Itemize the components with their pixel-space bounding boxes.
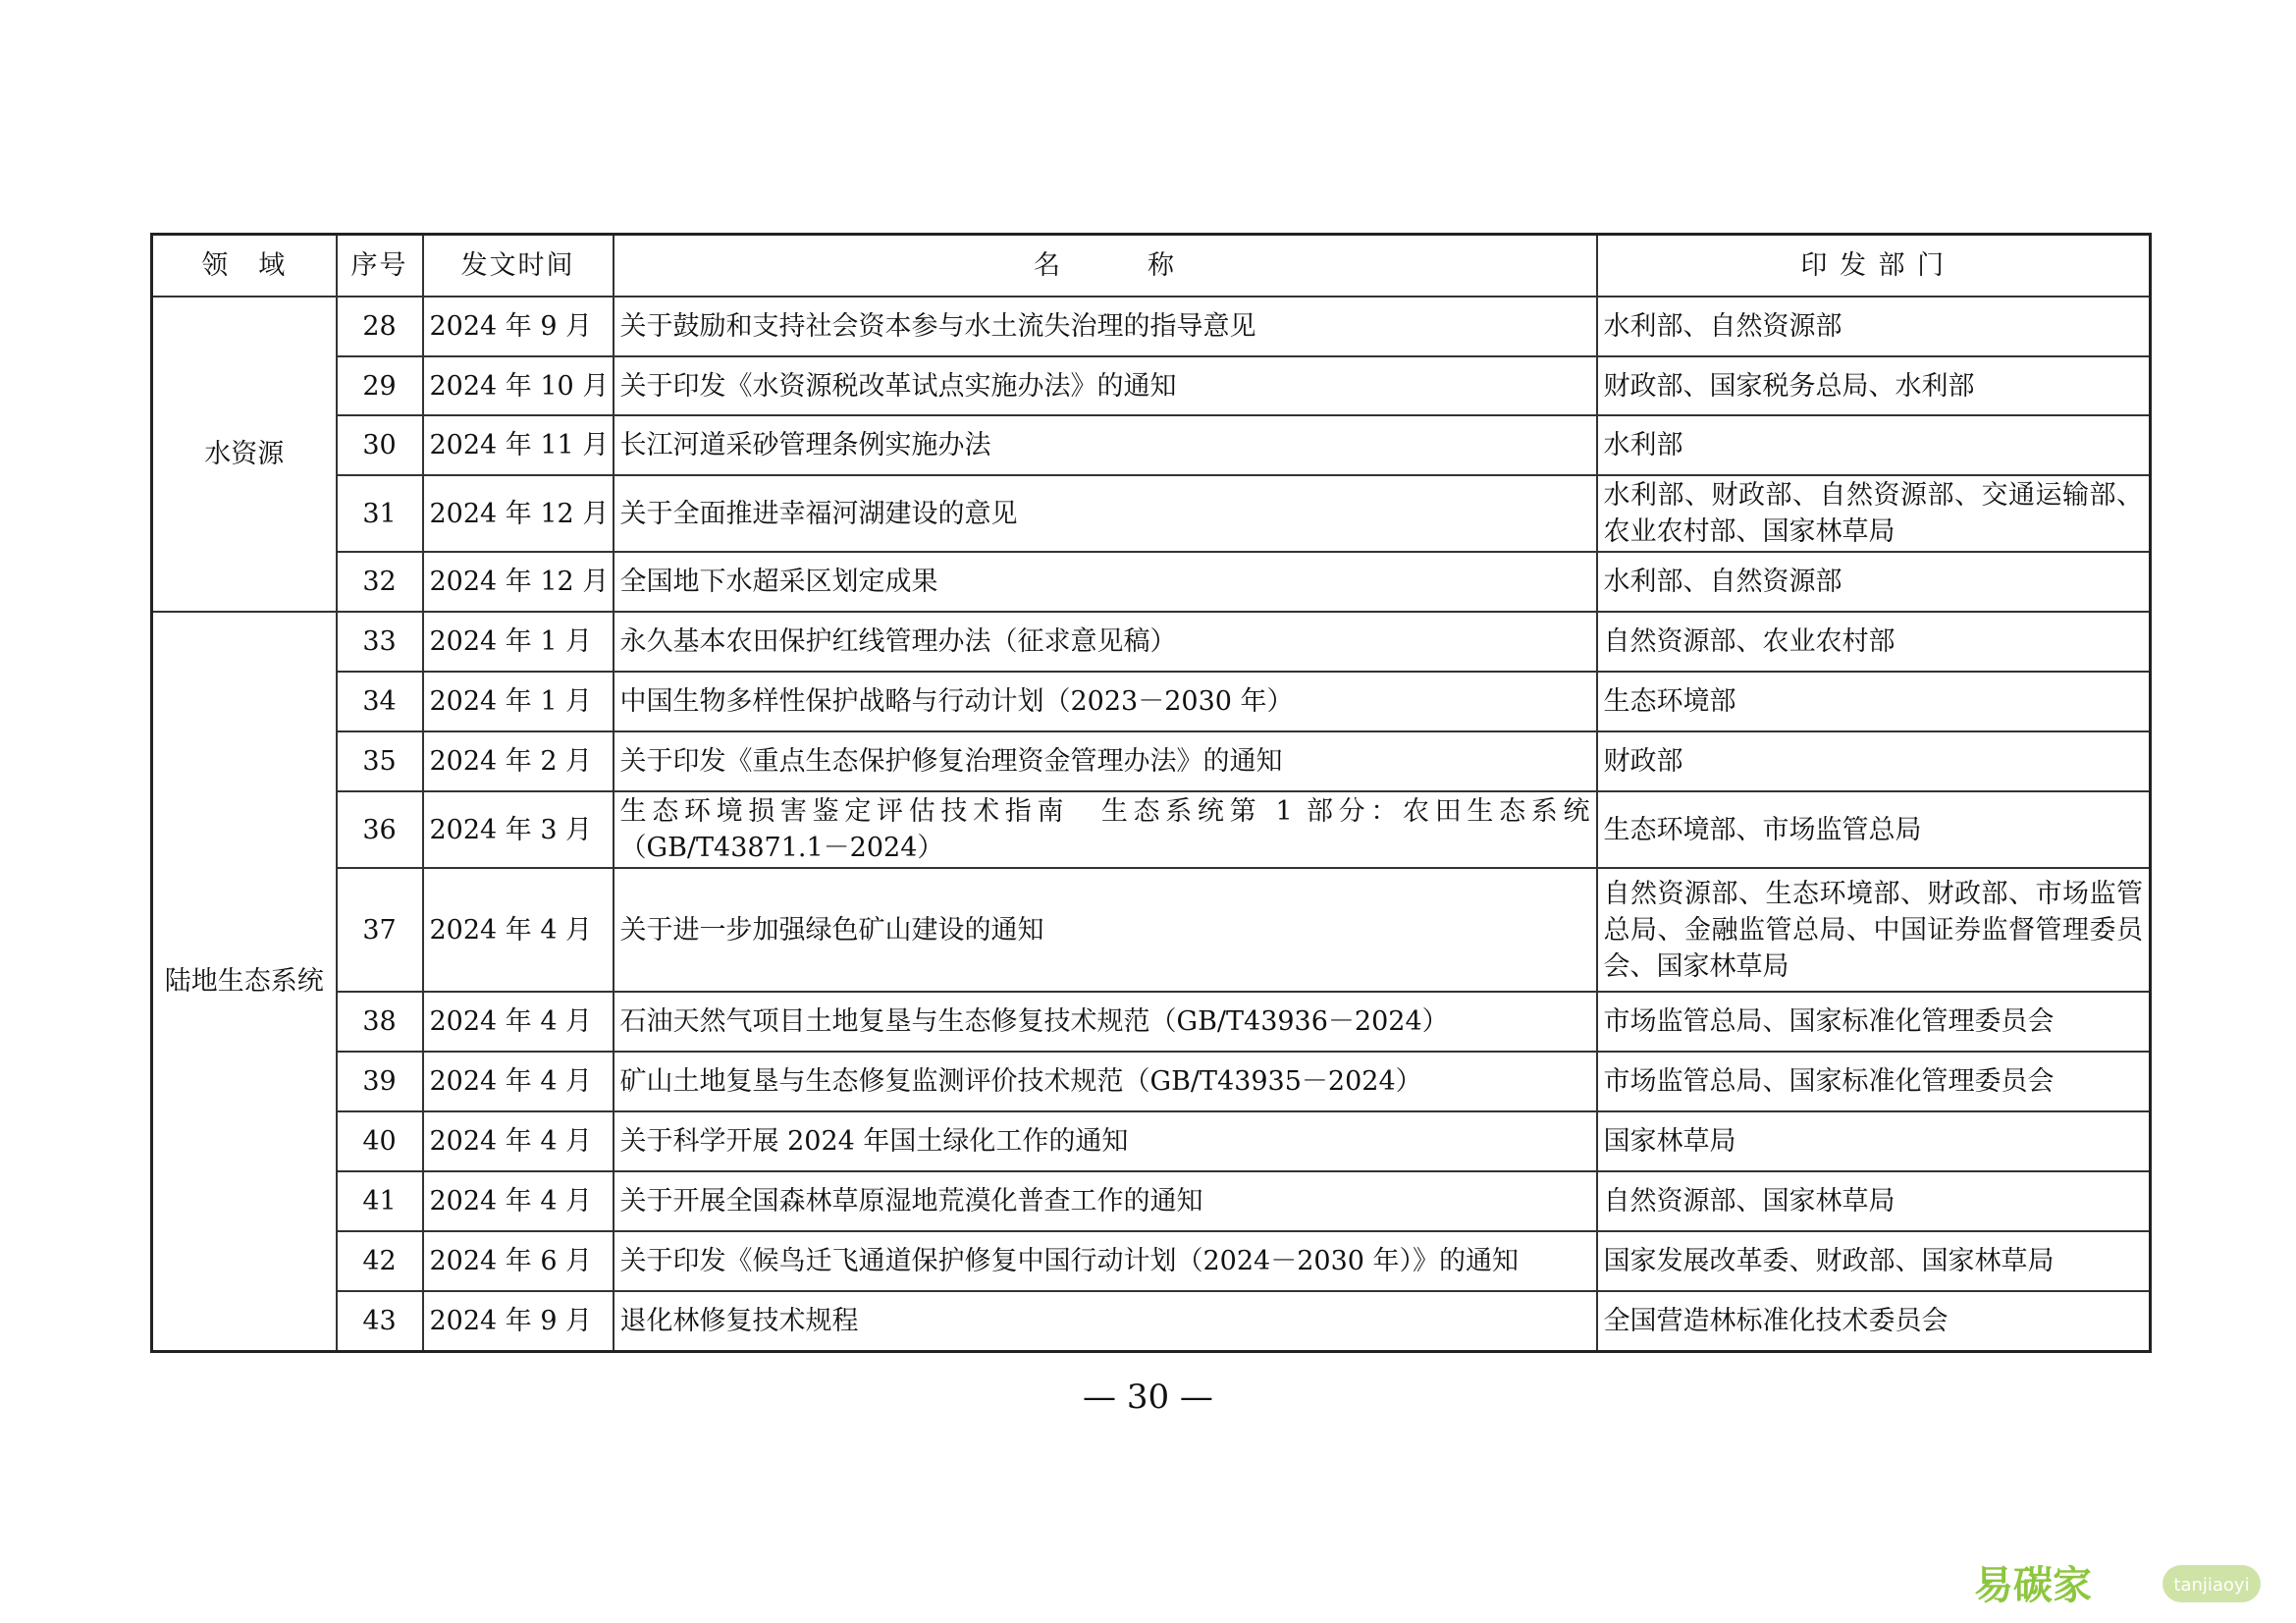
table-row — [152, 992, 2151, 1052]
name-cell: 全国地下水超采区划定成果 — [614, 552, 1597, 612]
name-cell: 关于印发《水资源税改革试点实施办法》的通知 — [614, 356, 1597, 415]
header-seq: 序号 — [337, 235, 423, 298]
seq-cell: 35 — [337, 731, 423, 791]
table-row — [152, 1231, 2151, 1291]
seq-cell: 28 — [337, 297, 423, 356]
name-cell: 关于全面推进幸福河湖建设的意见 — [614, 475, 1597, 552]
dept-cell: 财政部 — [1597, 731, 2151, 791]
table-row — [152, 731, 2151, 791]
svg-text:易碳家: 易碳家 — [1974, 1563, 2092, 1608]
table-row — [152, 1171, 2151, 1231]
date-cell: 2024 年 3 月 — [423, 791, 614, 868]
dept-cell: 水利部、自然资源部 — [1597, 297, 2151, 356]
table-row — [152, 475, 2151, 552]
dept-cell: 市场监管总局、国家标准化管理委员会 — [1597, 992, 2151, 1052]
name-cell: 退化林修复技术规程 — [614, 1291, 1597, 1351]
name-cell: 中国生物多样性保护战略与行动计划（2023－2030 年） — [614, 672, 1597, 731]
name-cell: 矿山土地复垦与生态修复监测评价技术规范（GB/T43935－2024） — [614, 1052, 1597, 1111]
header-date: 发文时间 — [423, 235, 614, 298]
date-cell: 2024 年 4 月 — [423, 868, 614, 992]
seq-cell: 42 — [337, 1231, 423, 1291]
date-cell: 2024 年 1 月 — [423, 612, 614, 672]
dept-cell: 国家发展改革委、财政部、国家林草局 — [1597, 1231, 2151, 1291]
svg-text:tanjiaoyi: tanjiaoyi — [2173, 1575, 2250, 1596]
seq-cell: 33 — [337, 612, 423, 672]
domain-cell: 陆地生态系统 — [152, 612, 337, 1351]
dept-cell: 水利部、自然资源部 — [1597, 552, 2151, 612]
dept-cell: 自然资源部、生态环境部、财政部、市场监管总局、金融监管总局、中国证券监督管理委员会、国家林草局 — [1597, 868, 2151, 992]
page-number: — 30 — — [1083, 1378, 1213, 1417]
seq-cell: 38 — [337, 992, 423, 1052]
name-cell: 永久基本农田保护红线管理办法（征求意见稿） — [614, 612, 1597, 672]
dept-cell: 水利部、财政部、自然资源部、交通运输部、农业农村部、国家林草局 — [1597, 475, 2151, 552]
seq-cell: 31 — [337, 475, 423, 552]
table-row — [152, 297, 2151, 356]
date-cell: 2024 年 9 月 — [423, 1291, 614, 1351]
name-cell: 长江河道采砂管理条例实施办法 — [614, 415, 1597, 475]
date-cell: 2024 年 12 月 — [423, 552, 614, 612]
header-name: 名 称 — [614, 235, 1597, 298]
name-cell: 关于科学开展 2024 年国土绿化工作的通知 — [614, 1111, 1597, 1171]
seq-cell: 41 — [337, 1171, 423, 1231]
table-row — [152, 415, 2151, 475]
seq-cell: 29 — [337, 356, 423, 415]
date-cell: 2024 年 1 月 — [423, 672, 614, 731]
date-cell: 2024 年 11 月 — [423, 415, 614, 475]
date-cell: 2024 年 12 月 — [423, 475, 614, 552]
date-cell: 2024 年 10 月 — [423, 356, 614, 415]
date-cell: 2024 年 4 月 — [423, 1111, 614, 1171]
date-cell: 2024 年 4 月 — [423, 1171, 614, 1231]
seq-cell: 40 — [337, 1111, 423, 1171]
seq-cell: 36 — [337, 791, 423, 868]
date-cell: 2024 年 4 月 — [423, 992, 614, 1052]
seq-cell: 34 — [337, 672, 423, 731]
table-row — [152, 552, 2151, 612]
header-dept: 印 发 部 门 — [1597, 235, 2151, 298]
table-row — [152, 1291, 2151, 1351]
date-cell: 2024 年 6 月 — [423, 1231, 614, 1291]
name-cell: 石油天然气项目土地复垦与生态修复技术规范（GB/T43936－2024） — [614, 992, 1597, 1052]
dept-cell: 市场监管总局、国家标准化管理委员会 — [1597, 1052, 2151, 1111]
table-row — [152, 356, 2151, 415]
dept-cell: 国家林草局 — [1597, 1111, 2151, 1171]
name-cell: 生态环境损害鉴定评估技术指南 生态系统第 1 部分：农田生态系统（GB/T43871.1－2024） — [614, 791, 1597, 868]
policy-table — [150, 233, 2152, 1353]
domain-cell: 水资源 — [152, 297, 337, 612]
table-header-row — [152, 235, 2151, 298]
date-cell: 2024 年 4 月 — [423, 1052, 614, 1111]
name-cell: 关于进一步加强绿色矿山建设的通知 — [614, 868, 1597, 992]
dept-cell: 生态环境部、市场监管总局 — [1597, 791, 2151, 868]
seq-cell: 32 — [337, 552, 423, 612]
table-row — [152, 791, 2151, 868]
seq-cell: 30 — [337, 415, 423, 475]
date-cell: 2024 年 9 月 — [423, 297, 614, 356]
watermark-logo-icon — [1970, 1559, 2265, 1608]
seq-cell: 37 — [337, 868, 423, 992]
dept-cell: 自然资源部、农业农村部 — [1597, 612, 2151, 672]
table-row — [152, 672, 2151, 731]
name-cell: 关于鼓励和支持社会资本参与水土流失治理的指导意见 — [614, 297, 1597, 356]
dept-cell: 水利部 — [1597, 415, 2151, 475]
table-row — [152, 1052, 2151, 1111]
table-row — [152, 868, 2151, 992]
name-cell: 关于开展全国森林草原湿地荒漠化普查工作的通知 — [614, 1171, 1597, 1231]
seq-cell: 39 — [337, 1052, 423, 1111]
name-cell: 关于印发《候鸟迁飞通道保护修复中国行动计划（2024－2030 年）》的通知 — [614, 1231, 1597, 1291]
date-cell: 2024 年 2 月 — [423, 731, 614, 791]
watermark-logo — [1970, 1559, 2265, 1608]
table-row — [152, 1111, 2151, 1171]
table-body — [152, 297, 2151, 1351]
name-cell: 关于印发《重点生态保护修复治理资金管理办法》的通知 — [614, 731, 1597, 791]
header-domain: 领 域 — [152, 235, 337, 298]
dept-cell: 全国营造林标准化技术委员会 — [1597, 1291, 2151, 1351]
table-row — [152, 612, 2151, 672]
dept-cell: 自然资源部、国家林草局 — [1597, 1171, 2151, 1231]
dept-cell: 生态环境部 — [1597, 672, 2151, 731]
seq-cell: 43 — [337, 1291, 423, 1351]
dept-cell: 财政部、国家税务总局、水利部 — [1597, 356, 2151, 415]
